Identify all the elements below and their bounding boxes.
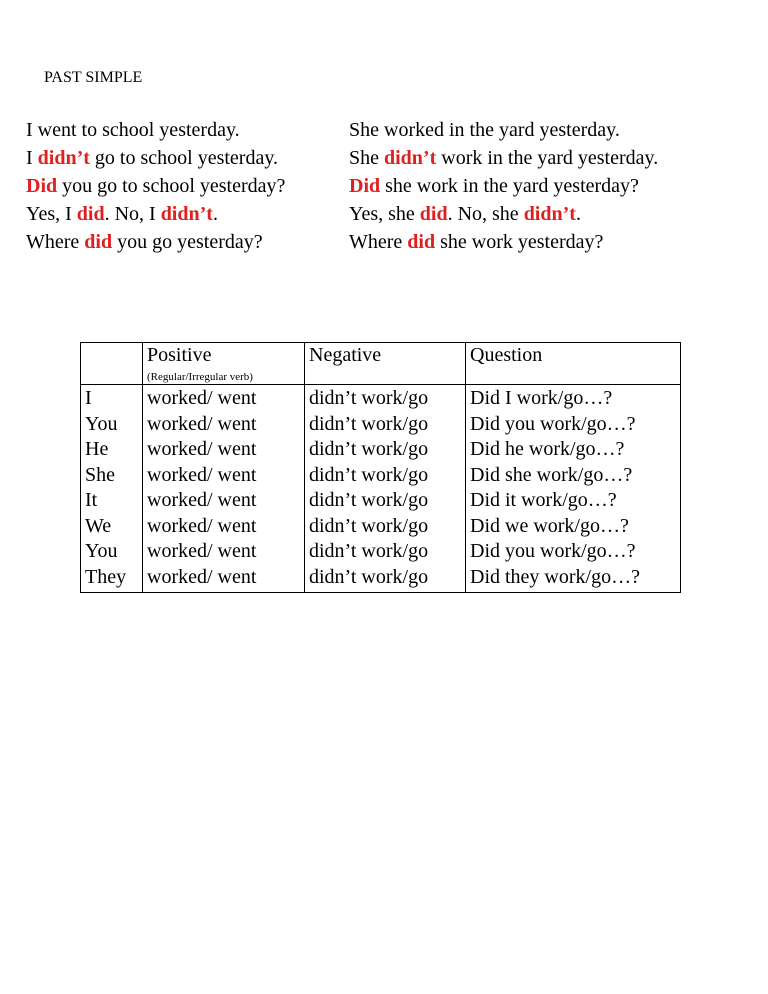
table-cell: worked/ went [147, 438, 257, 460]
table-header-row [81, 343, 681, 385]
table-cell: She [85, 463, 115, 486]
sentence-text: She [349, 147, 384, 169]
sentence-text: you go yesterday? [112, 231, 263, 253]
header-negative [305, 343, 466, 385]
table-cell: Did you work/go…? [470, 540, 636, 562]
example-sentence [349, 200, 658, 228]
table-cell: worked/ went [147, 463, 257, 486]
sentence-text: you go to school yesterday? [57, 175, 286, 197]
example-sentence [26, 172, 285, 200]
header-positive-note: (Regular/Irregular verb) [147, 371, 253, 383]
header-question-label: Question [470, 344, 543, 366]
highlighted-word: did [84, 231, 113, 253]
table-cell: Did we work/go…? [470, 514, 629, 537]
table-cell: You [85, 412, 118, 435]
example-sentence [349, 116, 658, 144]
table-cell: It [85, 489, 98, 511]
sentence-text: . No, she [447, 203, 524, 225]
sentence-text: I [26, 147, 38, 169]
header-question [466, 343, 681, 385]
highlighted-word: did [419, 203, 448, 225]
pronoun-column [81, 385, 143, 593]
highlighted-word: did [407, 231, 436, 253]
sentence-text: I went to school yesterday. [26, 119, 240, 141]
example-sentence [26, 228, 285, 256]
sentence-text: She worked in the yard yesterday. [349, 119, 620, 141]
table-cell: didn’t work/go [309, 438, 429, 460]
table-cell: He [85, 438, 109, 460]
sentence-text: . [212, 203, 218, 225]
table-body-row [81, 385, 681, 593]
sentence-text: . No, I [104, 203, 161, 225]
sentence-text: . [575, 203, 581, 225]
examples-third-person [349, 116, 658, 256]
conjugation-table [80, 342, 681, 593]
table-cell: They [85, 565, 127, 588]
example-sentence [349, 228, 658, 256]
example-sentence [26, 144, 285, 172]
positive-column [143, 385, 305, 593]
table-cell: didn’t work/go [309, 540, 429, 562]
table-cell: Did you work/go…? [470, 412, 636, 435]
table-cell: We [85, 514, 112, 537]
table-cell: didn’t work/go [309, 387, 429, 409]
table-cell: Did she work/go…? [470, 463, 633, 486]
table-cell: You [85, 540, 118, 562]
highlighted-word: didn’t [160, 203, 213, 225]
negative-column [305, 385, 466, 593]
sentence-text: work in the yard yesterday. [436, 147, 659, 169]
table-cell: worked/ went [147, 565, 257, 588]
table-cell: didn’t work/go [309, 412, 429, 435]
example-sentence [349, 172, 658, 200]
sentence-text: she work in the yard yesterday? [380, 175, 639, 197]
table-cell: didn’t work/go [309, 489, 429, 511]
header-positive [143, 343, 305, 385]
table-cell: Did it work/go…? [470, 489, 617, 511]
sentence-text: she work yesterday? [435, 231, 604, 253]
sentence-text: Yes, I [26, 203, 77, 225]
sentence-text: go to school yesterday. [89, 147, 279, 169]
table-cell: didn’t work/go [309, 514, 429, 537]
page-title: PAST SIMPLE [44, 69, 143, 86]
table-cell: didn’t work/go [309, 463, 429, 486]
highlighted-word: didn’t [384, 147, 437, 169]
highlighted-word: Did [349, 175, 381, 197]
sentence-text: Where [349, 231, 408, 253]
highlighted-word: did [76, 203, 105, 225]
table-cell: I [85, 387, 92, 409]
header-negative-label: Negative [309, 344, 382, 366]
table-cell: worked/ went [147, 540, 257, 562]
table-cell: Did I work/go…? [470, 387, 613, 409]
example-sentence [26, 200, 285, 228]
question-column [466, 385, 681, 593]
table-cell: Did they work/go…? [470, 565, 640, 588]
table-cell: worked/ went [147, 387, 257, 409]
header-positive-label: Positive [147, 344, 212, 366]
example-sentence [349, 144, 658, 172]
table-cell: didn’t work/go [309, 565, 429, 588]
table-cell: worked/ went [147, 514, 257, 537]
sentence-text: Where [26, 231, 85, 253]
table-cell: Did he work/go…? [470, 438, 625, 460]
header-pronoun [81, 343, 143, 385]
sentence-text: Yes, she [349, 203, 420, 225]
highlighted-word: didn’t [37, 147, 90, 169]
table-cell: worked/ went [147, 412, 257, 435]
table-cell: worked/ went [147, 489, 257, 511]
highlighted-word: Did [26, 175, 58, 197]
highlighted-word: didn’t [523, 203, 576, 225]
example-sentence [26, 116, 285, 144]
examples-first-person [26, 116, 285, 256]
